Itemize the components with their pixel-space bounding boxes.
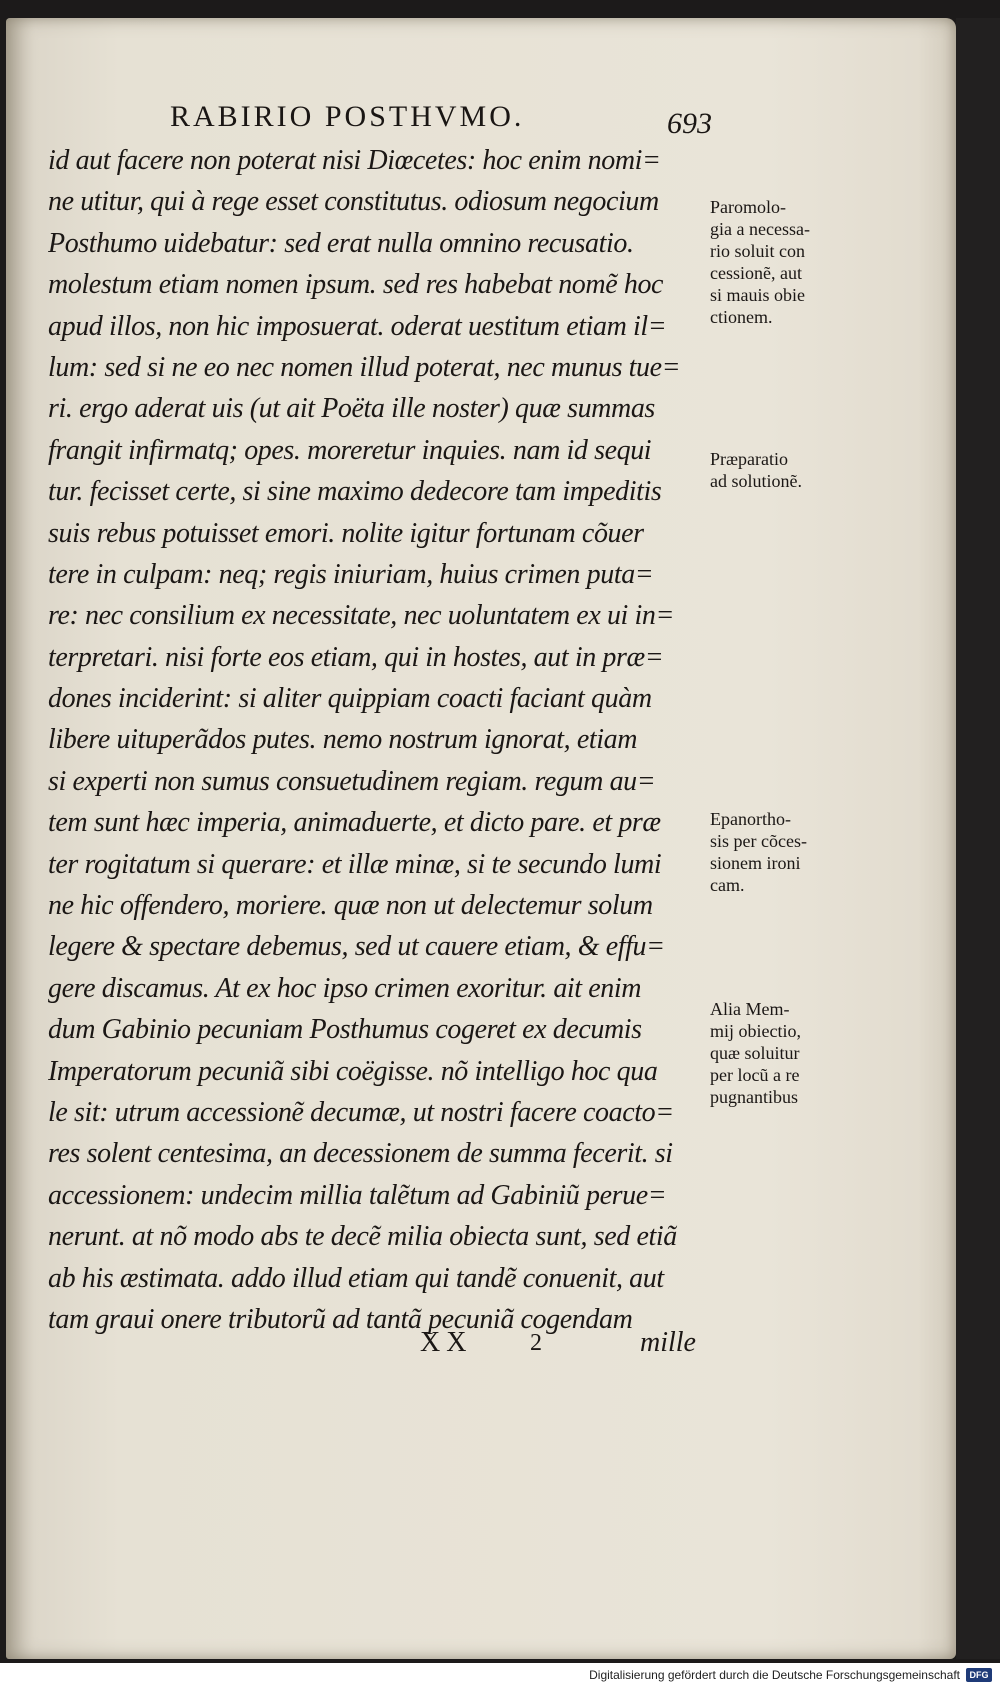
page-number: 693 <box>667 107 712 140</box>
body-line: tur. fecisset certe, si sine maximo dedecore tam impeditis <box>48 476 662 508</box>
body-line: si experti non sumus consuetudinem regiam. regum au= <box>48 765 656 797</box>
body-line: le sit: utrum accessionẽ decumæ, ut nostri facere coacto= <box>48 1096 674 1128</box>
body-line: res solent centesima, an decessionem de summa fecerit. si <box>48 1138 673 1170</box>
body-line: dum Gabinio pecuniam Posthumus cogeret ex decumis <box>48 1014 642 1046</box>
signature-mark: XX <box>420 1327 473 1358</box>
body-line: molestum etiam nomen ipsum. sed res habebat nomẽ hoc <box>48 269 664 301</box>
page-edge-shadow <box>956 18 1000 1659</box>
marginal-note-line: cam. <box>710 875 745 895</box>
body-line: re: nec consilium ex necessitate, nec uoluntatem ex ui in= <box>48 600 674 632</box>
body-line: suis rebus potuisset emori. nolite igitur fortunam cõuer <box>48 517 644 549</box>
marginal-note-line: mij obiectio, <box>710 1021 801 1041</box>
body-line: frangit infirmatq; opes. moreretur inquies. nam id sequi <box>48 434 652 466</box>
marginal-note-line: sis per cõces- <box>710 831 807 851</box>
body-line: tere in culpam: neq; regis iniuriam, huius crimen puta= <box>48 558 654 590</box>
marginal-note-line: Paromolo- <box>710 197 786 217</box>
marginal-note-paromologia <box>710 196 870 328</box>
marginal-note-line: per locũ a re <box>710 1065 800 1085</box>
marginal-note-line: quæ soluitur <box>710 1043 800 1063</box>
catchword: mille <box>640 1327 696 1358</box>
body-line: Posthumo uidebatur: sed erat nulla omnino recusatio. <box>48 227 634 259</box>
signature-number: 2 <box>530 1330 542 1356</box>
body-line: ab his æstimata. addo illud etiam qui tandẽ conuenit, aut <box>48 1262 664 1294</box>
body-line: nerunt. at nõ modo abs te decẽ milia obiecta sunt, sed etiã <box>48 1221 677 1253</box>
marginal-note-line: Alia Mem- <box>710 999 790 1019</box>
marginal-note-line: gia a necessa- <box>710 219 810 239</box>
marginal-note-line: si mauis obie <box>710 285 805 305</box>
marginal-note-praeparatio <box>710 448 870 492</box>
body-line: lum: sed si ne eo nec nomen illud poterat, nec munus tue= <box>48 351 681 383</box>
credit-bar <box>0 1663 1000 1694</box>
body-line: ne hic offendero, moriere. quæ non ut delectemur solum <box>48 890 653 922</box>
marginal-note-epanorthosis <box>710 808 870 896</box>
body-line: tem sunt hæc imperia, animaduerte, et dicto pare. et præ <box>48 807 661 839</box>
body-line: id aut facere non poterat nisi Diœcetes: hoc enim nomi= <box>48 145 661 176</box>
marginal-note-line: ad solutionẽ. <box>710 471 802 491</box>
marginal-note-line: rio soluit con <box>710 241 805 261</box>
marginal-note-line: ctionem. <box>710 307 773 327</box>
body-line: terpretari. nisi forte eos etiam, qui in hostes, aut in præ= <box>48 641 664 673</box>
digitization-credit: Digitalisierung gefördert durch die Deutsche Forschungsgemeinschaft <box>589 1668 960 1682</box>
body-line: ter rogitatum si querare: et illæ minæ, si te secundo lumi <box>48 848 662 880</box>
marginal-note-line: sionem ironi <box>710 853 801 873</box>
body-line: apud illos, non hic imposuerat. oderat uestitum etiam il= <box>48 310 667 342</box>
marginal-note-alia-memmij <box>710 998 870 1108</box>
body-line: legere & spectare debemus, sed ut cauere etiam, & effu= <box>48 931 665 963</box>
dfg-logo-icon: DFG <box>966 1668 992 1682</box>
body-line: ri. ergo aderat uis (ut ait Poëta ille noster) quæ summas <box>48 393 655 425</box>
body-text <box>48 140 708 1340</box>
body-line: ne utitur, qui à rege esset constitutus. odiosum negocium <box>48 186 659 218</box>
body-line: libere uituperãdos putes. nemo nostrum ignorat, etiam <box>48 724 638 756</box>
marginal-note-line: pugnantibus <box>710 1087 798 1107</box>
body-line: accessionem: undecim millia talẽtum ad Gabiniũ perue= <box>48 1179 667 1211</box>
running-head: RABIRIO POSTHVMO. <box>170 100 525 133</box>
body-line: gere discamus. At ex hoc ipso crimen exoritur. ait enim <box>48 972 642 1004</box>
marginal-note-line: Epanortho- <box>710 809 791 829</box>
marginal-note-line: cessionẽ, aut <box>710 263 802 283</box>
marginal-note-line: Præparatio <box>710 449 788 469</box>
body-line: Imperatorum pecuniã sibi coëgisse. nõ intelligo hoc qua <box>48 1055 658 1087</box>
body-line: tam graui onere tributorũ ad tantã pecuniã cogendam <box>48 1303 633 1335</box>
body-line: dones inciderint: si aliter quippiam coacti faciant quàm <box>48 683 652 715</box>
